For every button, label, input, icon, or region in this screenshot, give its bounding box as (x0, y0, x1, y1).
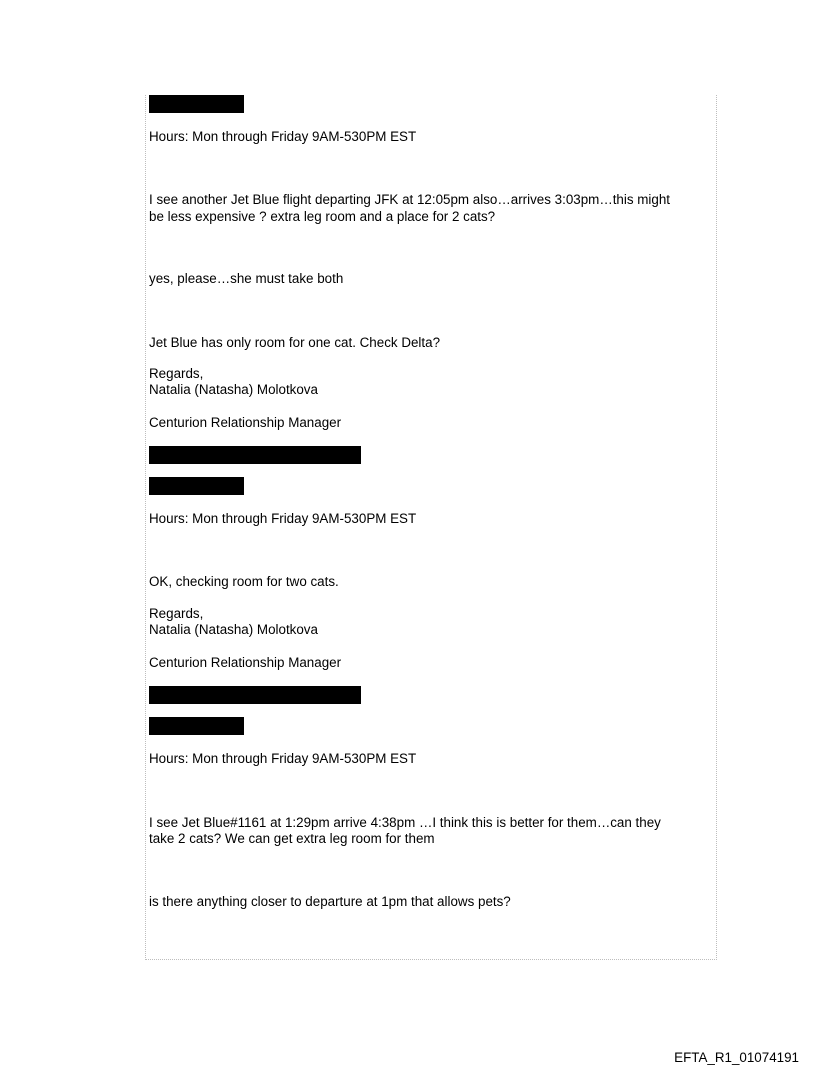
document-id: EFTA_R1_01074191 (674, 1050, 799, 1065)
hours-line: Hours: Mon through Friday 9AM-530PM EST (149, 511, 417, 526)
redaction-bar (149, 717, 244, 735)
signature-regards: Regards, (149, 366, 204, 381)
redaction-bar (149, 477, 244, 495)
signature-title: Centurion Relationship Manager (149, 655, 342, 670)
signature-name: Natalia (Natasha) Molotkova (149, 622, 318, 637)
signature-name: Natalia (Natasha) Molotkova (149, 382, 318, 397)
signature-regards: Regards, (149, 606, 204, 621)
redaction-bar (149, 446, 361, 464)
hours-line: Hours: Mon through Friday 9AM-530PM EST (149, 751, 417, 766)
signature-title: Centurion Relationship Manager (149, 415, 342, 430)
message-line: be less expensive ? extra leg room and a place for 2 cats? (149, 209, 496, 224)
message-line: I see Jet Blue#1161 at 1:29pm arrive 4:38pm …I think this is better for them…can they (149, 815, 661, 830)
message-line: Jet Blue has only room for one cat. Check Delta? (149, 335, 441, 350)
message-line: OK, checking room for two cats. (149, 574, 339, 589)
message-line: take 2 cats? We can get extra leg room for them (149, 831, 435, 846)
message-line: yes, please…she must take both (149, 271, 344, 286)
message-line: I see another Jet Blue flight departing JFK at 12:05pm also…arrives 3:03pm…this might (149, 192, 671, 207)
message-line: is there anything closer to departure at 1pm that allows pets? (149, 894, 511, 909)
redaction-bar (149, 95, 244, 113)
redaction-bar (149, 686, 361, 704)
hours-line: Hours: Mon through Friday 9AM-530PM EST (149, 129, 417, 144)
